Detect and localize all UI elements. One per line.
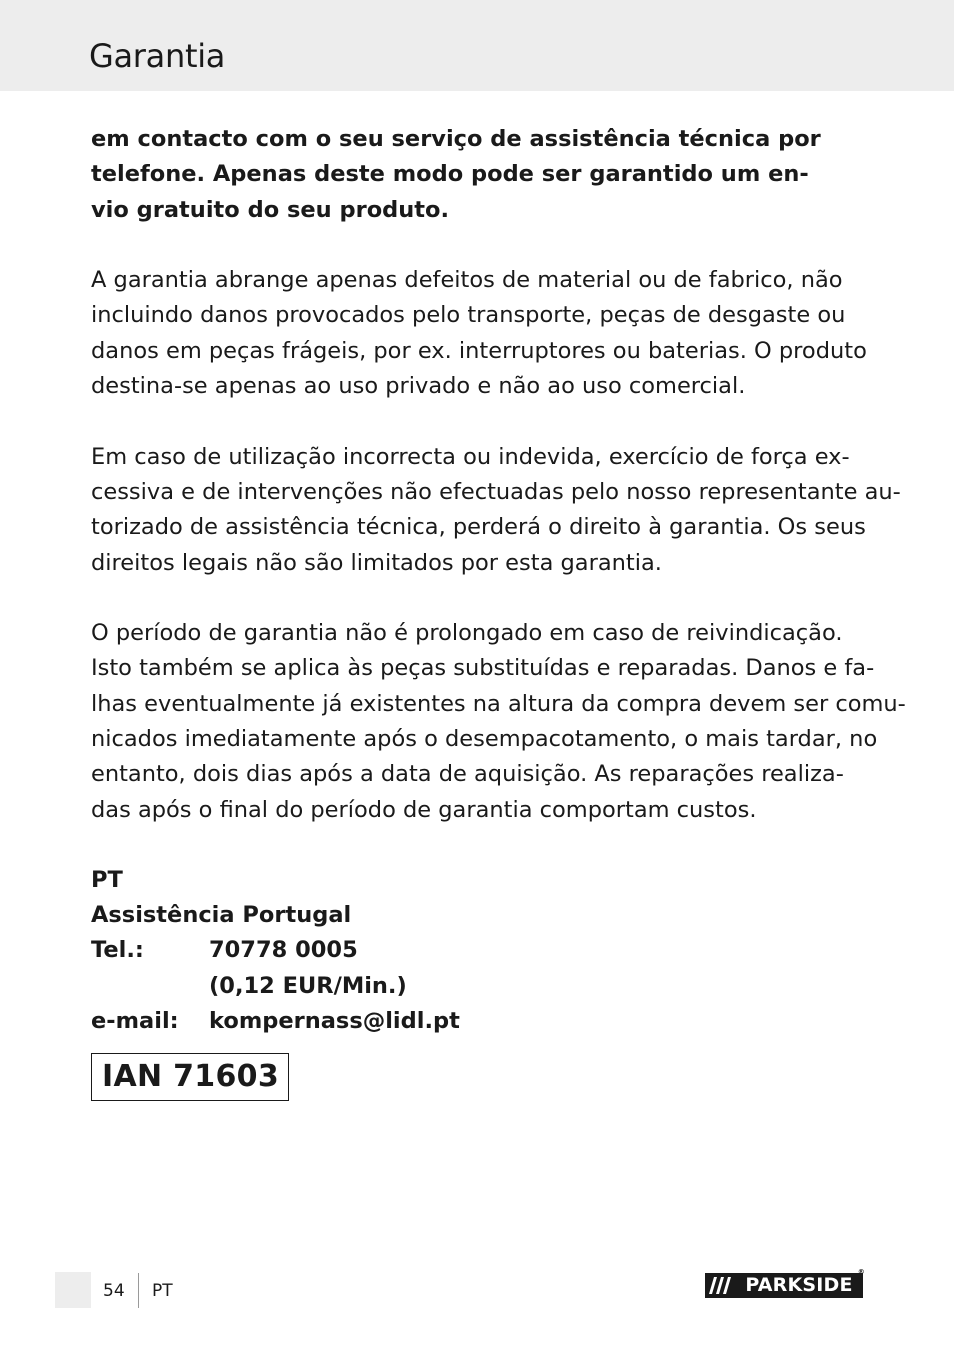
text-line: nicados imediatamente após o desempacotamento, o mais tardar, no xyxy=(91,726,878,753)
paragraph-warranty-loss xyxy=(91,440,901,581)
parkside-logo xyxy=(705,1268,865,1298)
logo-stripes-icon xyxy=(705,1273,735,1298)
text-line: direitos legais não são limitados por esta garantia. xyxy=(91,549,662,576)
text-line: O período de garantia não é prolongado em caso de reivindicação. xyxy=(91,620,843,647)
footer-language: PT xyxy=(152,1281,173,1301)
body-text xyxy=(91,122,906,863)
text-line: lhas eventualmente já existentes na altura da compra devem ser comu- xyxy=(91,690,906,717)
country-code: PT xyxy=(91,867,123,893)
page-header xyxy=(0,0,954,91)
text-line: telefone. Apenas deste modo pode ser garantido um en- xyxy=(91,161,809,188)
text-line: entanto, dois dias após a data de aquisição. As reparações realiza- xyxy=(91,761,844,788)
text-line: em contacto com o seu serviço de assistência técnica por xyxy=(91,126,821,152)
text-line: das após o final do período de garantia comportam custos. xyxy=(91,796,757,823)
text-line: cessiva e de intervenções não efectuadas pelo nosso representante au- xyxy=(91,478,901,505)
email-address: kompernass@lidl.pt xyxy=(209,1007,460,1034)
rate-spacer xyxy=(91,969,209,1004)
text-line: vio gratuito do seu produto. xyxy=(91,196,450,223)
service-contact-block xyxy=(91,863,460,1039)
text-line: A garantia abrange apenas defeitos de material ou de fabrico, não xyxy=(91,267,843,294)
phone-rate: (0,12 EUR/Min.) xyxy=(209,972,407,999)
text-line: Isto também se aplica às peças substituídas e reparadas. Danos e fa- xyxy=(91,655,875,682)
brand-name: PARKSIDE xyxy=(745,1274,853,1296)
phone-label: Tel.: xyxy=(91,937,144,964)
text-line: torizado de assistência técnica, perderá o direito à garantia. Os seus xyxy=(91,514,866,541)
paragraph-warranty-period xyxy=(91,616,906,828)
page-title: Garantia xyxy=(89,37,226,75)
footer-marker xyxy=(55,1272,91,1308)
contact-service-name xyxy=(91,898,460,933)
text-line: destina-se apenas ao uso privado e não ao uso comercial. xyxy=(91,373,746,400)
text-line: danos em peças frágeis, por ex. interruptores ou baterias. O produto xyxy=(91,337,867,364)
logo-wordmark xyxy=(735,1268,865,1298)
contact-country xyxy=(91,863,460,898)
page-number: 54 xyxy=(103,1281,125,1301)
contact-phone-row xyxy=(91,933,460,968)
footer-divider xyxy=(138,1273,139,1308)
service-name: Assistência Portugal xyxy=(91,902,352,929)
contact-email-row xyxy=(91,1004,460,1039)
text-line: Em caso de utilização incorrecta ou indevida, exercício de força ex- xyxy=(91,443,850,470)
registered-mark: ® xyxy=(857,1268,865,1276)
paragraph-service-contact xyxy=(91,122,871,228)
text-line: incluindo danos provocados pelo transporte, peças de desgaste ou xyxy=(91,302,846,329)
paragraph-warranty-scope xyxy=(91,263,871,404)
ian-number-box: IAN 71603 xyxy=(91,1053,289,1101)
email-label: e-mail: xyxy=(91,1007,179,1034)
phone-number: 70778 0005 xyxy=(209,937,358,964)
contact-rate-row xyxy=(91,969,460,1004)
